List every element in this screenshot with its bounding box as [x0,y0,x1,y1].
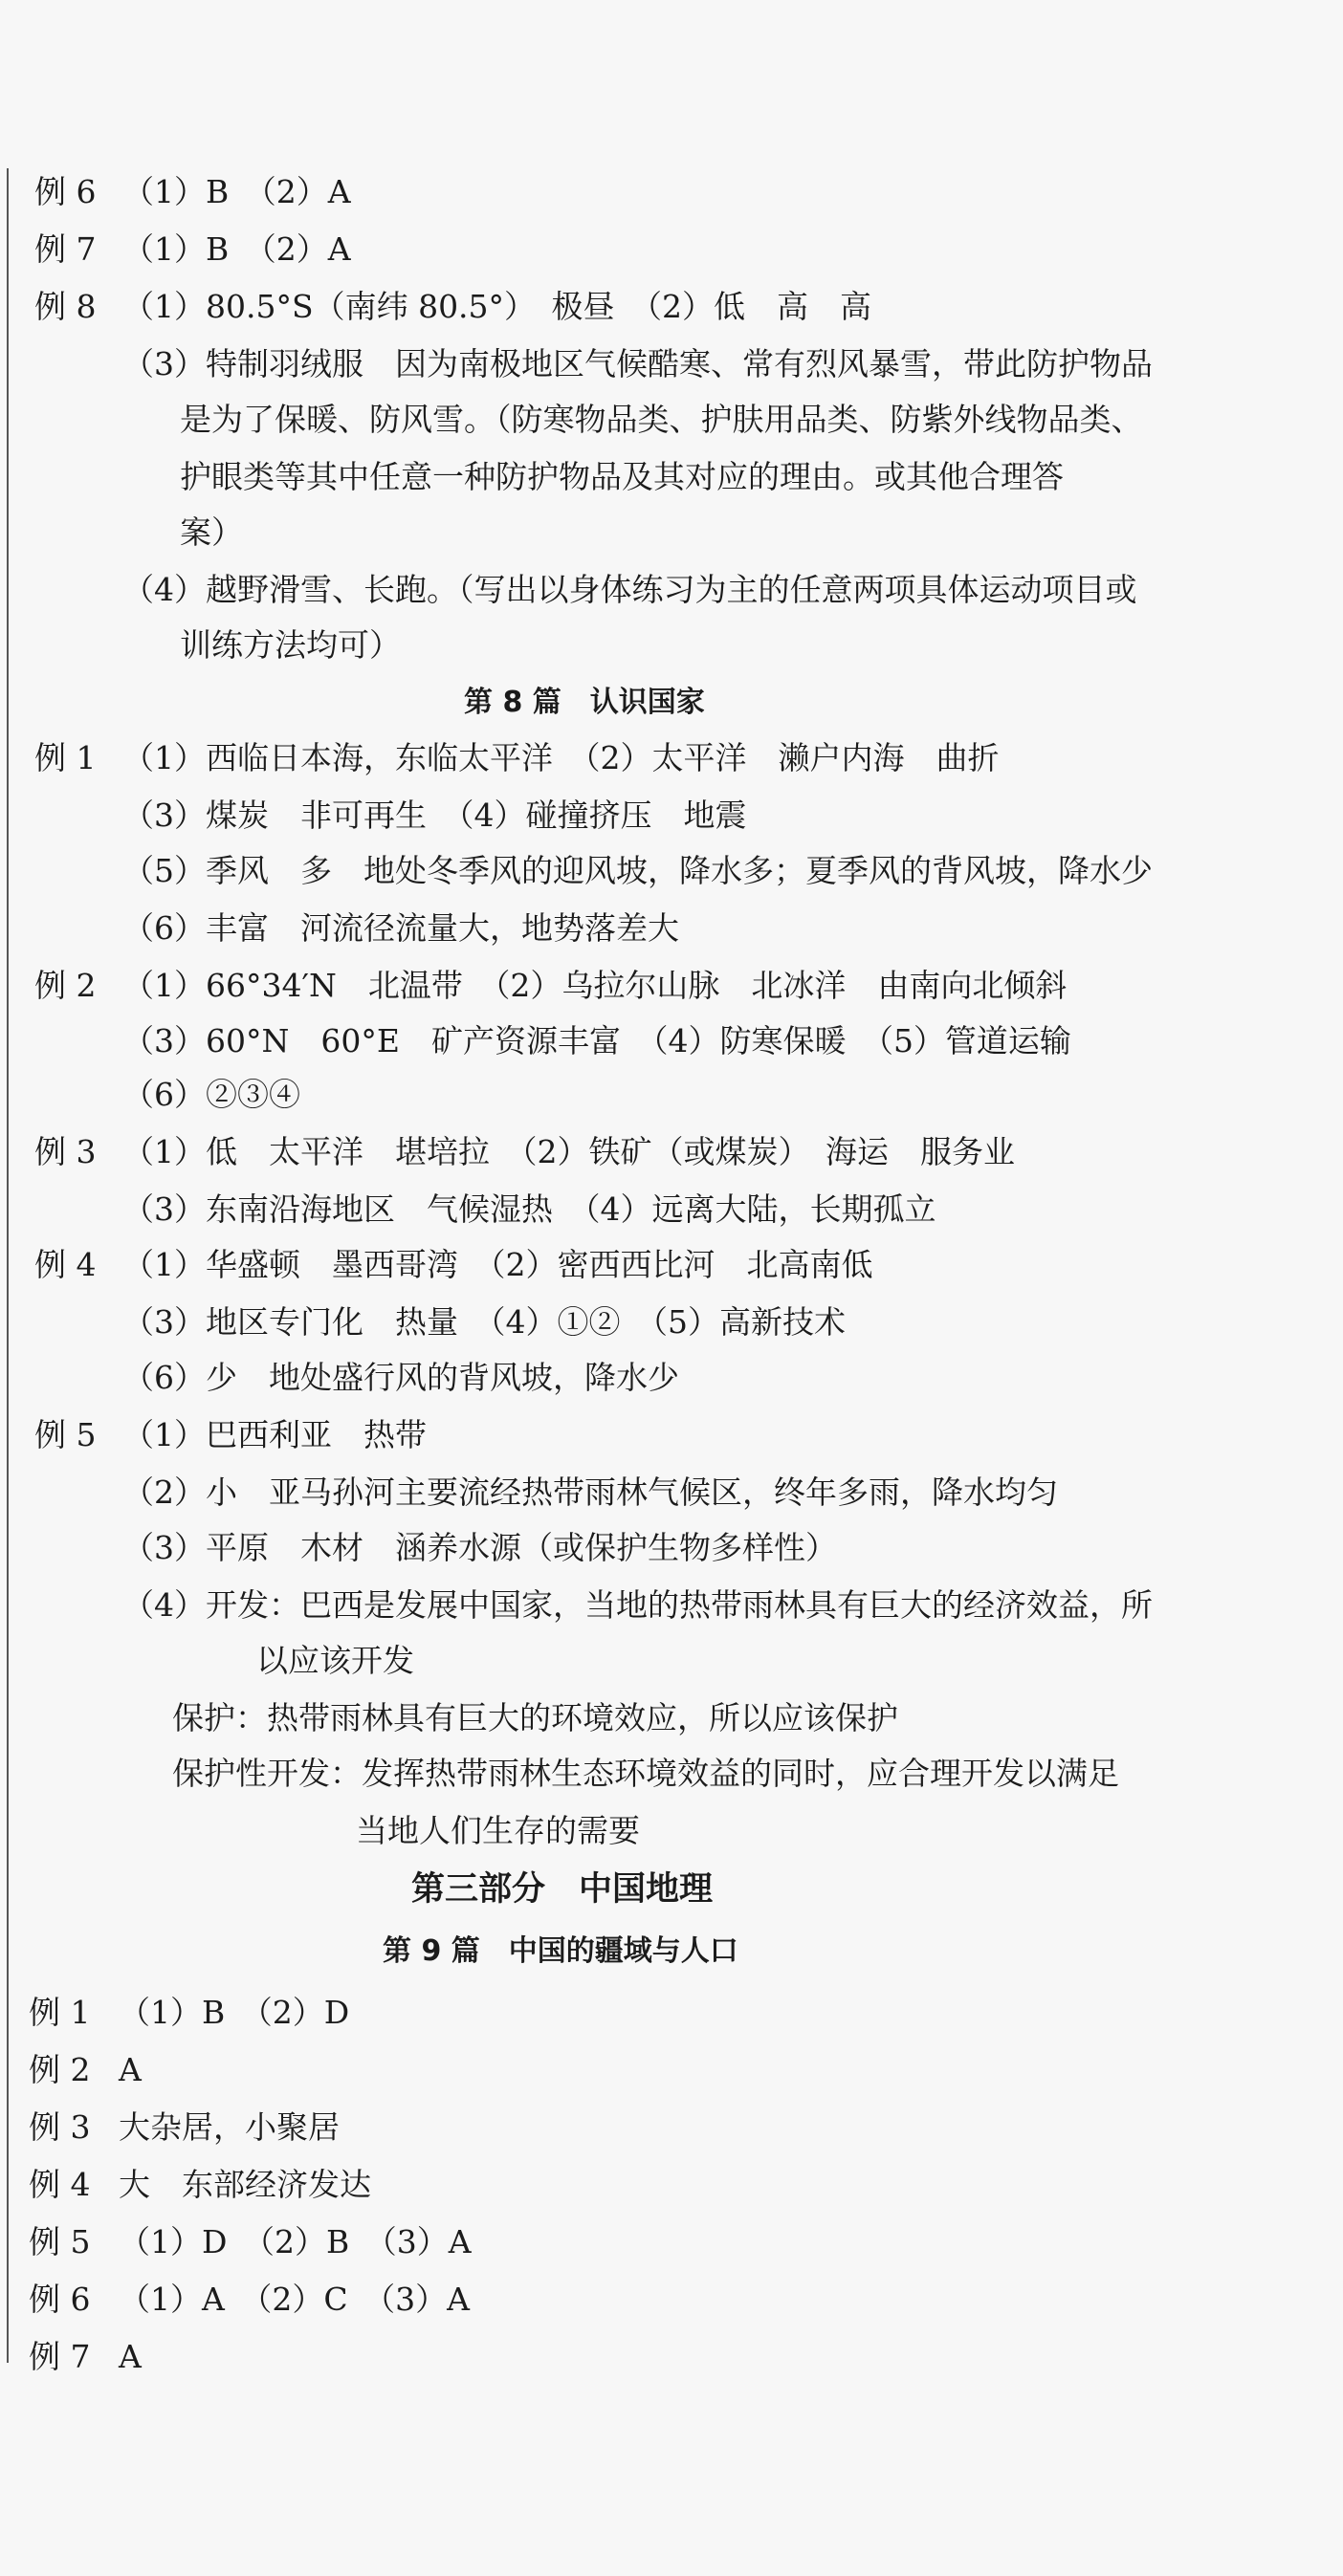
example-label: 例 2 [34,967,97,1004]
answer-line: （1）巴西利亚 热带 [122,1416,427,1453]
answer-line: （1）66°34′N 北温带 （2）乌拉尔山脉 北冰洋 由南向北倾斜 [122,967,1068,1004]
example-label: 例 7 [29,2338,91,2375]
answer-line: 大 东部经济发达 [119,2166,371,2203]
answer-line: （3）特制羽绒服 因为南极地区气候酷寒、常有烈风暴雪，带此防护物品 [122,345,1153,382]
answer-line: 以应该开发 [256,1642,414,1679]
example-label: 例 5 [34,1416,97,1453]
example-label: 例 3 [34,1133,97,1170]
answer-line: 护眼类等其中任意一种防护物品及其对应的理由。或其他合理答 [180,458,1064,495]
chapter-heading: 第 9 篇 中国的疆域与人口 [383,1934,738,1968]
answer-line: （6）丰富 河流径流量大，地势落差大 [122,909,679,947]
answer-line: （2）小 亚马孙河主要流经热带雨林气候区，终年多雨，降水均匀 [122,1474,1058,1511]
example-label: 例 8 [34,288,97,325]
example-label: 例 3 [29,2108,91,2146]
example-label: 例 4 [29,2166,91,2203]
answer-line: 是为了保暖、防风雪。（防寒物品类、护肤用品类、防紫外线物品类、 [180,401,1143,438]
answer-line: 大杂居，小聚居 [119,2108,340,2146]
answer-line: （4）越野滑雪、长跑。（写出以身体练习为主的任意两项具体运动项目或 [122,571,1137,608]
answer-line: （3）煤炭 非可再生 （4）碰撞挤压 地震 [122,797,747,834]
answer-line: （1）80.5°S（南纬 80.5°） 极昼 （2）低 高 高 [122,288,872,325]
answer-line: （1）低 太平洋 堪培拉 （2）铁矿（或煤炭） 海运 服务业 [122,1133,1015,1170]
answer-line: （1）B （2）A [122,230,351,268]
answer-line: （1）A （2）C （3）A [119,2281,470,2318]
answer-line: （3）地区专门化 热量 （4）①② （5）高新技术 [122,1303,846,1341]
answer-line: （3）60°N 60°E 矿产资源丰富 （4）防寒保暖 （5）管道运输 [122,1022,1071,1059]
answer-line: （3）东南沿海地区 气候湿热 （4）远离大陆，长期孤立 [122,1190,936,1228]
answer-line: 训练方法均可） [180,626,401,664]
example-label: 例 6 [34,173,97,210]
example-label: 例 4 [34,1246,97,1283]
answer-line: （1）B （2）D [119,1994,350,2031]
example-label: 例 5 [29,2223,91,2260]
example-label: 例 1 [29,1994,91,2031]
answer-line: A [119,2338,142,2375]
answer-line: 当地人们生存的需要 [356,1812,640,1849]
answer-line: （5）季风 多 地处冬季风的迎风坡，降水多；夏季风的背风坡，降水少 [122,852,1153,889]
answer-line: A [119,2051,142,2088]
answer-line: （1）华盛顿 墨西哥湾 （2）密西西比河 北高南低 [122,1246,873,1283]
example-label: 例 1 [34,739,97,776]
answer-line: （1）西临日本海，东临太平洋 （2）太平洋 濑户内海 曲折 [122,739,1000,776]
answer-line: （4）开发：巴西是发展中国家，当地的热带雨林具有巨大的经济效益，所 [122,1586,1153,1624]
example-label: 例 7 [34,230,97,268]
answer-line: 保护：热带雨林具有巨大的环境效应，所以应该保护 [172,1699,898,1736]
answer-line: （1）D （2）B （3）A [119,2223,472,2260]
answer-line: （3）平原 木材 涵养水源（或保护生物多样性） [122,1529,837,1566]
left-margin-line [7,168,9,2363]
example-label: 例 6 [29,2281,91,2318]
answer-line: 保护性开发：发挥热带雨林生态环境效益的同时，应合理开发以满足 [172,1755,1119,1792]
part-title: 第三部分 中国地理 [411,1870,714,1909]
chapter-heading: 第 8 篇 认识国家 [464,686,705,719]
example-label: 例 2 [29,2051,91,2088]
answer-line: （6）②③④ [122,1076,300,1113]
answer-line: （6）少 地处盛行风的背风坡，降水少 [122,1359,679,1396]
answer-line: 案） [180,513,243,551]
answer-line: （1）B （2）A [122,173,351,210]
